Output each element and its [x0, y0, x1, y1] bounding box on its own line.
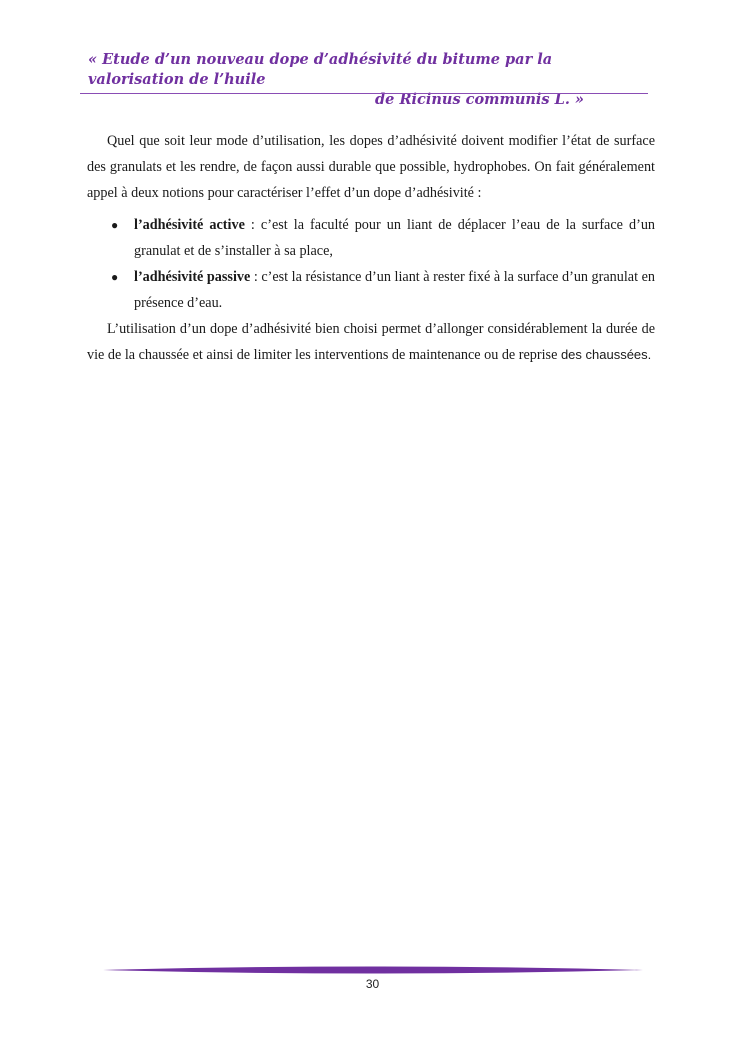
definition-passive-adhesivity: : c’est la résistance d’un liant à rester fixé à la surface d’un granulat en présence d’eau.: [134, 269, 655, 311]
list-item: [111, 212, 656, 264]
closing-paragraph: [87, 316, 655, 368]
adhesivity-notions-list: [87, 212, 655, 316]
running-header: [80, 50, 650, 110]
header-title-line-2: de Ricinus communis L. »: [375, 91, 584, 108]
page-number: 30: [365, 977, 380, 991]
term-active-adhesivity: l’adhésivité active: [134, 217, 245, 233]
header-divider: [80, 93, 648, 94]
bullet-icon: ●: [111, 270, 119, 284]
closing-main-text: L’utilisation d’un dope d’adhésivité bien choisi permet d’allonger considérablement la durée de vie de la chaussée et ainsi de limiter les interventions de maintenance ou de reprise: [87, 321, 655, 363]
definition-active-adhesivity: : c’est la faculté pour un liant de déplacer l’eau de la surface d’un granulat et de s’installer à sa place,: [134, 217, 656, 259]
header-title-line-1: « Etude d’un nouveau dope d’adhésivité du bitume par la valorisation de l’huile: [88, 51, 553, 88]
bullet-icon: ●: [111, 218, 119, 232]
footer-swoosh-divider: [103, 963, 643, 977]
page-body: [87, 128, 655, 368]
intro-paragraph: Quel que soit leur mode d’utilisation, les dopes d’adhésivité doivent modifier l’état de surface des granulats et les rendre, de façon aussi durable que possible, hydrophobes. On fait généralement appel à deux notions pour caractériser l’effet d’un dope d’adhésivité :: [87, 133, 655, 201]
term-passive-adhesivity: l’adhésivité passive: [134, 269, 251, 285]
list-item: [111, 264, 655, 316]
closing-tail-text: des chaussées.: [560, 347, 652, 362]
